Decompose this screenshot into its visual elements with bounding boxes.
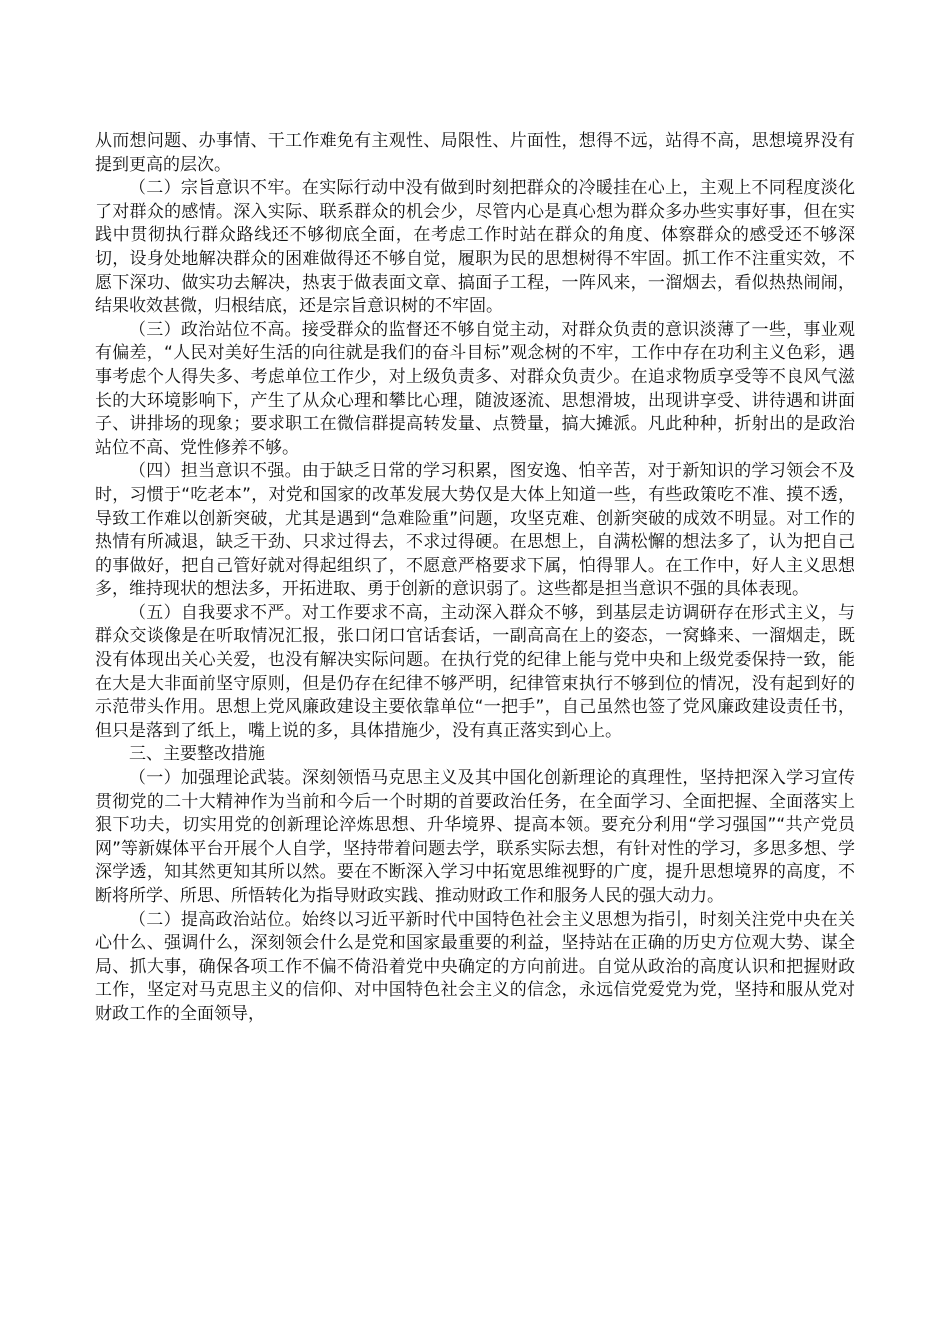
document-page <box>95 130 855 1027</box>
paragraph-political-stance: （三）政治站位不高。接受群众的监督还不够自觉主动，对群众负责的意识淡薄了一些，事业观有偏差，“人民对美好生活的向往就是我们的奋斗目标”观念树的不牢，工作中存在功利主义色彩，遇事考虑个人得失多、考虑单位工作少，对上级负责多、对群众负责少。在追求物质享受等不良风气滋长的大环境影响下，产生了从众心理和攀比心理，随波逐流、思想滑坡，出现讲享受、讲待遇和讲面子、讲排场的现象；要求职工在微信群提高转发量、点赞量，搞大摊派。凡此种种，折射出的是政治站位不高、党性修养不够。 <box>95 319 855 458</box>
paragraph-theory-study: （一）加强理论武装。深刻领悟马克思主义及其中国化创新理论的真理性，坚持把深入学习宣传贯彻党的二十大精神作为当前和今后一个时期的首要政治任务，在全面学习、全面把握、全面落实上狠下功夫，切实用党的创新理论淬炼思想、升华境界、提高本领。要充分利用“学习强国”“共产党员网”等新媒体平台开展个人自学，坚持带着问题去学，联系实际去想，有针对性的学习，多思多想、学深学透，知其然更知其所以然。要在不断深入学习中拓宽思维视野的广度，提升思想境界的高度，不断将所学、所思、所悟转化为指导财政实践、推动财政工作和服务人民的强大动力。 <box>95 768 855 906</box>
paragraph-responsibility: （四）担当意识不强。由于缺乏日常的学习积累，图安逸、怕辛苦，对于新知识的学习领会不及时，习惯于“吃老本”，对党和国家的改革发展大势仅是大体上知道一些，有些政策吃不准、摸不透，导致工作难以创新突破，尤其是遇到“急难险重”问题，攻坚克难、创新突破的成效不明显。对工作的热情有所减退，缺乏干劲、只求过得去，不求过得硬。在思想上，自满松懈的想法多了，认为把自己的事做好，把自己管好就对得起组织了，不愿意严格要求下属，怕得罪人。在工作中，好人主义思想多，维持现状的想法多，开拓进取、勇于创新的意识弱了。这些都是担当意识不强的具体表现。 <box>95 461 855 600</box>
paragraph-continuation: 从而想问题、办事情、干工作难免有主观性、局限性、片面性，想得不远，站得不高，思想境界没有提到更高的层次。 <box>95 131 855 175</box>
paragraph-self-discipline: （五）自我要求不严。对工作要求不高，主动深入群众不够，到基层走访调研存在形式主义，与群众交谈像是在听取情况汇报，张口闭口官话套话，一副高高在上的姿态，一窝蜂来、一溜烟走，既没有体现出关心关爱，也没有解决实际问题。在执行党的纪律上能与党中央和上级党委保持一致，能在大是大非面前坚守原则，但是仍存在纪律不够严明，纪律管束执行不够到位的情况，没有起到好的示范带头作用。思想上党风廉政建设主要依靠单位“一把手”，自己虽然也签了党风廉政建设责任书，但只是落到了纸上，嘴上说的多，具体措施少，没有真正落实到心上。 <box>95 602 855 741</box>
paragraph-political-position: （二）提高政治站位。始终以习近平新时代中国特色社会主义思想为指引，时刻关注党中央在关心什么、强调什么，深刻领会什么是党和国家最重要的利益，坚持站在正确的历史方位观大势、谋全局、抓大事，确保各项工作不偏不倚沿着党中央确定的方向前进。自觉从政治的高度认识和把握财政工作，坚定对马克思主义的信仰、对中国特色社会主义的信念，永远信党爱党为党，坚持和服从党对财政工作的全面领导， <box>95 909 855 1024</box>
paragraph-purpose-awareness: （二）宗旨意识不牢。在实际行动中没有做到时刻把群众的冷暖挂在心上，主观上不同程度淡化了对群众的感情。深入实际、联系群众的机会少，尽管内心是真心想为群众多办些实事好事，但在实践中贯彻执行群众路线还不够彻底全面，在考虑工作时站在群众的角度、体察群众的感受还不够深切，设身处地解决群众的困难做得还不够自觉，履职为民的思想树得不牢固。抓工作不注重实效，不愿下深功、做实功去解决，热衷于做表面文章、搞面子工程，一阵风来，一溜烟去，看似热热闹闹，结果收效甚微，归根结底，还是宗旨意识树的不牢固。 <box>95 178 855 317</box>
section-heading-rectification: 三、主要整改措施 <box>129 744 265 765</box>
